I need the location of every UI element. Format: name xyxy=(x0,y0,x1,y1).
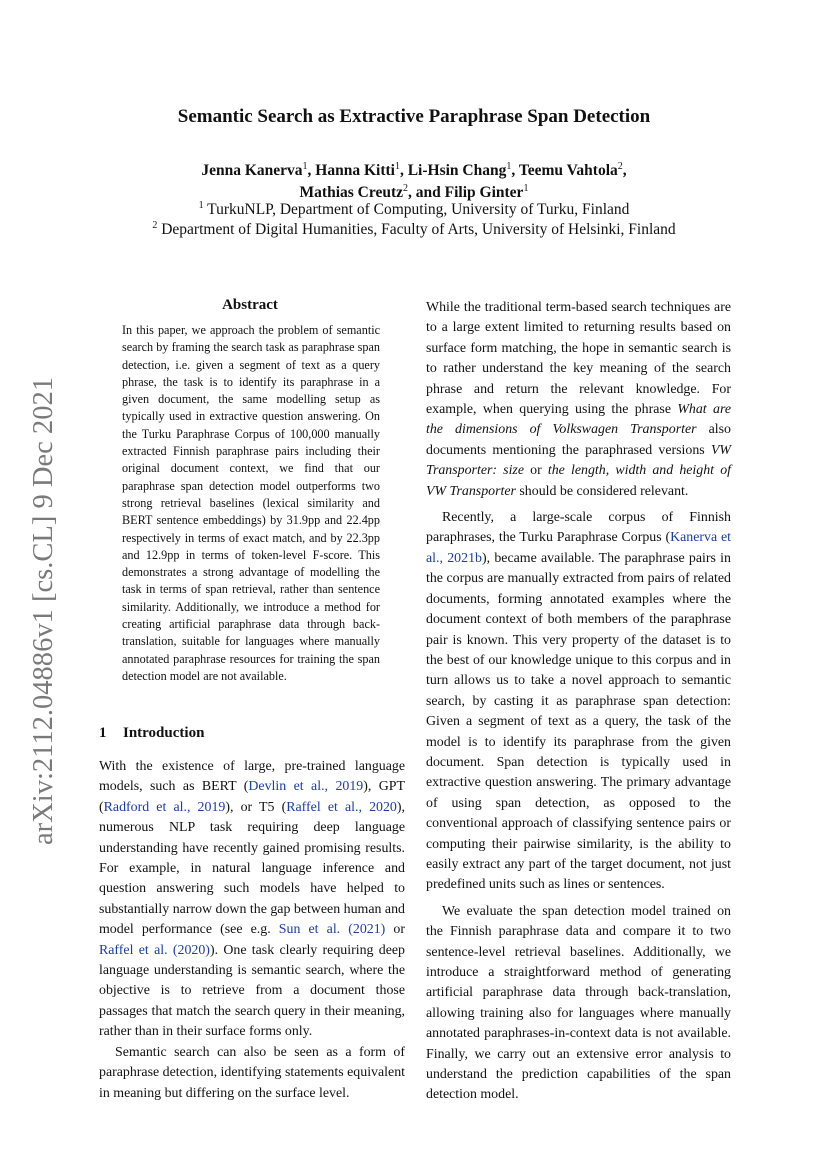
citation-link[interactable]: Sun et al. (2021) xyxy=(278,922,386,938)
affiliation-text: Department of Digital Humanities, Faculty of Arts, University of Helsinki, Finland xyxy=(161,221,676,238)
paragraph-text: or xyxy=(524,463,548,479)
author-separator: , xyxy=(399,162,408,179)
citation-link[interactable]: Radford et al., 2019 xyxy=(103,799,226,815)
citation-link[interactable]: Devlin et al., 2019 xyxy=(248,779,364,795)
paragraph-text: ), became available. The paraphrase pairs in the corpus are manually extracted from pairs of related documents, forming annotated examples where the document context of both members of the paraphrase pair is known. This very property of the dataset is to the best of our knowledge unique to this corpus and in turn allows us to take a novel approach to semantic search, by casting it as paraphrase span detection: Given a segment of text as a query, the task of the model is to identify its paraphrase from the given document. Span detection is typically used in extractive question answering. The primary advantage of using span detection, as opposed to the conventional approach of classifying sentence pairs or computing their pairwise similarity, is the ability to easily extract any part of the target document, not just predefined units such as lines or sentences. xyxy=(426,550,731,893)
section-heading xyxy=(99,725,204,742)
author-name: Jenna Kanerva xyxy=(201,162,303,179)
paragraph-text: should be considered relevant. xyxy=(515,483,689,499)
citation-link[interactable]: Raffel et al. (2020) xyxy=(99,942,210,958)
section-title: Introduction xyxy=(123,725,205,741)
author-separator: , and xyxy=(408,184,445,201)
left-column xyxy=(99,757,405,1104)
abstract-heading: Abstract xyxy=(222,297,278,313)
paragraph-text: or xyxy=(385,922,405,938)
author-name: Teemu Vahtola xyxy=(518,162,618,179)
paragraph-text: Recently, a large-scale corpus of Finnish paraphrases, the Turku Paraphrase Corpus ( xyxy=(426,510,731,546)
author-affiliation-mark: 1 xyxy=(302,161,308,172)
paragraph-text: While the traditional term-based search techniques are to a large extent limited to returning results based on surface form matching, the hope in semantic search is to rather understand the key meaning of the search phrase and return the relevant knowledge. For example, when querying using the phrase xyxy=(426,300,731,418)
intro-paragraph-4 xyxy=(426,508,731,896)
author-name: Li-Hsin Chang xyxy=(407,162,507,179)
author-name: Filip Ginter xyxy=(444,184,524,201)
section-number: 1 xyxy=(99,725,107,741)
author-affiliation-mark: 1 xyxy=(506,161,512,172)
author-affiliation-mark: 1 xyxy=(523,183,529,194)
citation-link[interactable]: Raffel et al., 2020 xyxy=(286,799,397,815)
italic-example: the length, width and height of VW Transporter xyxy=(426,463,731,499)
paragraph-text: also documents mentioning the paraphrased versions xyxy=(426,422,731,458)
intro-paragraph-5: We evaluate the span detection model trained on the Finnish paraphrase data and compare it to two sentence-level retrieval baselines. Additionally, we introduce a straightforward method of generating artificial paraphrase data through back-translation, allowing training also for languages where manually annotated paraphrases-in-context data is not available. Finally, we carry out an extensive error analysis to understand the prediction capabilities of the span detection model. xyxy=(426,903,731,1103)
affiliation-number: 2 xyxy=(152,220,158,231)
arxiv-stamp-text: arXiv:2112.04886v1 [cs.CL] 9 Dec 2021 xyxy=(28,385,59,845)
author-affiliation-mark: 1 xyxy=(394,161,400,172)
paper-title: Semantic Search as Extractive Paraphrase Span Detection xyxy=(177,106,651,127)
author-line-1 xyxy=(0,160,828,182)
affiliation-2 xyxy=(0,220,828,240)
italic-example: VW Transporter: size xyxy=(426,442,731,479)
author-separator: , xyxy=(622,162,627,179)
author-separator: , xyxy=(307,162,316,179)
affiliations xyxy=(0,200,828,240)
affiliation-1 xyxy=(0,200,828,220)
intro-paragraph-3 xyxy=(426,298,731,502)
author-name: Mathias Creutz xyxy=(299,184,404,201)
arxiv-stamp xyxy=(12,375,62,845)
intro-paragraph-1 xyxy=(99,757,405,1043)
paragraph-text: ). One task clearly requiring deep language understanding is semantic search, where the objective is to retrieve from a document those passages that match the search query in their meaning, rather than in their surface forms only. xyxy=(99,942,406,1040)
intro-paragraph-2: Semantic search can also be seen as a form of paraphrase detection, identifying statements equivalent in meaning but differing on the surface level. xyxy=(99,1044,405,1101)
author-list xyxy=(0,160,828,204)
paragraph-text: ), GPT ( xyxy=(99,779,405,815)
paragraph-text: ), or T5 ( xyxy=(225,799,287,815)
abstract-body xyxy=(122,322,380,685)
affiliation-number: 1 xyxy=(198,200,204,211)
affiliation-text: TurkuNLP, Department of Computing, University of Turku, Finland xyxy=(207,201,630,218)
paragraph-text: With the existence of large, pre-trained language models, such as BERT ( xyxy=(99,759,405,795)
citation-link[interactable]: Kanerva et al., 2021b xyxy=(426,530,731,566)
paragraph-text: ), numerous NLP task requiring deep language understanding have recently gained promising results. For example, in natural language inference and question answering such models have helped to substantially narrow down the gap between human and model performance (see e.g. xyxy=(99,799,405,938)
author-name: Hanna Kitti xyxy=(315,162,395,179)
abstract-paragraph: In this paper, we approach the problem of semantic search by framing the search task as paraphrase span detection, i.e. given a segment of text as a query phrase, the task is to identify its paraphrase in a given document, the same modelling setup as typically used in extractive question answering. On the Turku Paraphrase Corpus of 100,000 manually extracted Finnish paraphrase pairs including their original document context, we find that our paraphrase span detection model outperforms two strong retrieval baselines (lexical similarity and BERT sentence embeddings) by 31.9pp and 22.4pp respectively in terms of exact match, and by 22.3pp and 12.9pp in terms of token-level F-score. This demonstrates a strong advantage of modelling the task in terms of span retrieval, rather than sentence similarity. Additionally, we introduce a method for creating artificial paraphrase data through back-translation, suitable for languages where manually annotated paraphrase resources for training the span detection model are not available. xyxy=(122,323,380,683)
author-affiliation-mark: 2 xyxy=(403,183,409,194)
italic-example: What are the dimensions of Volkswagen Transporter xyxy=(426,402,732,438)
author-separator: , xyxy=(511,162,519,179)
right-column xyxy=(426,298,731,1106)
author-affiliation-mark: 2 xyxy=(617,161,623,172)
